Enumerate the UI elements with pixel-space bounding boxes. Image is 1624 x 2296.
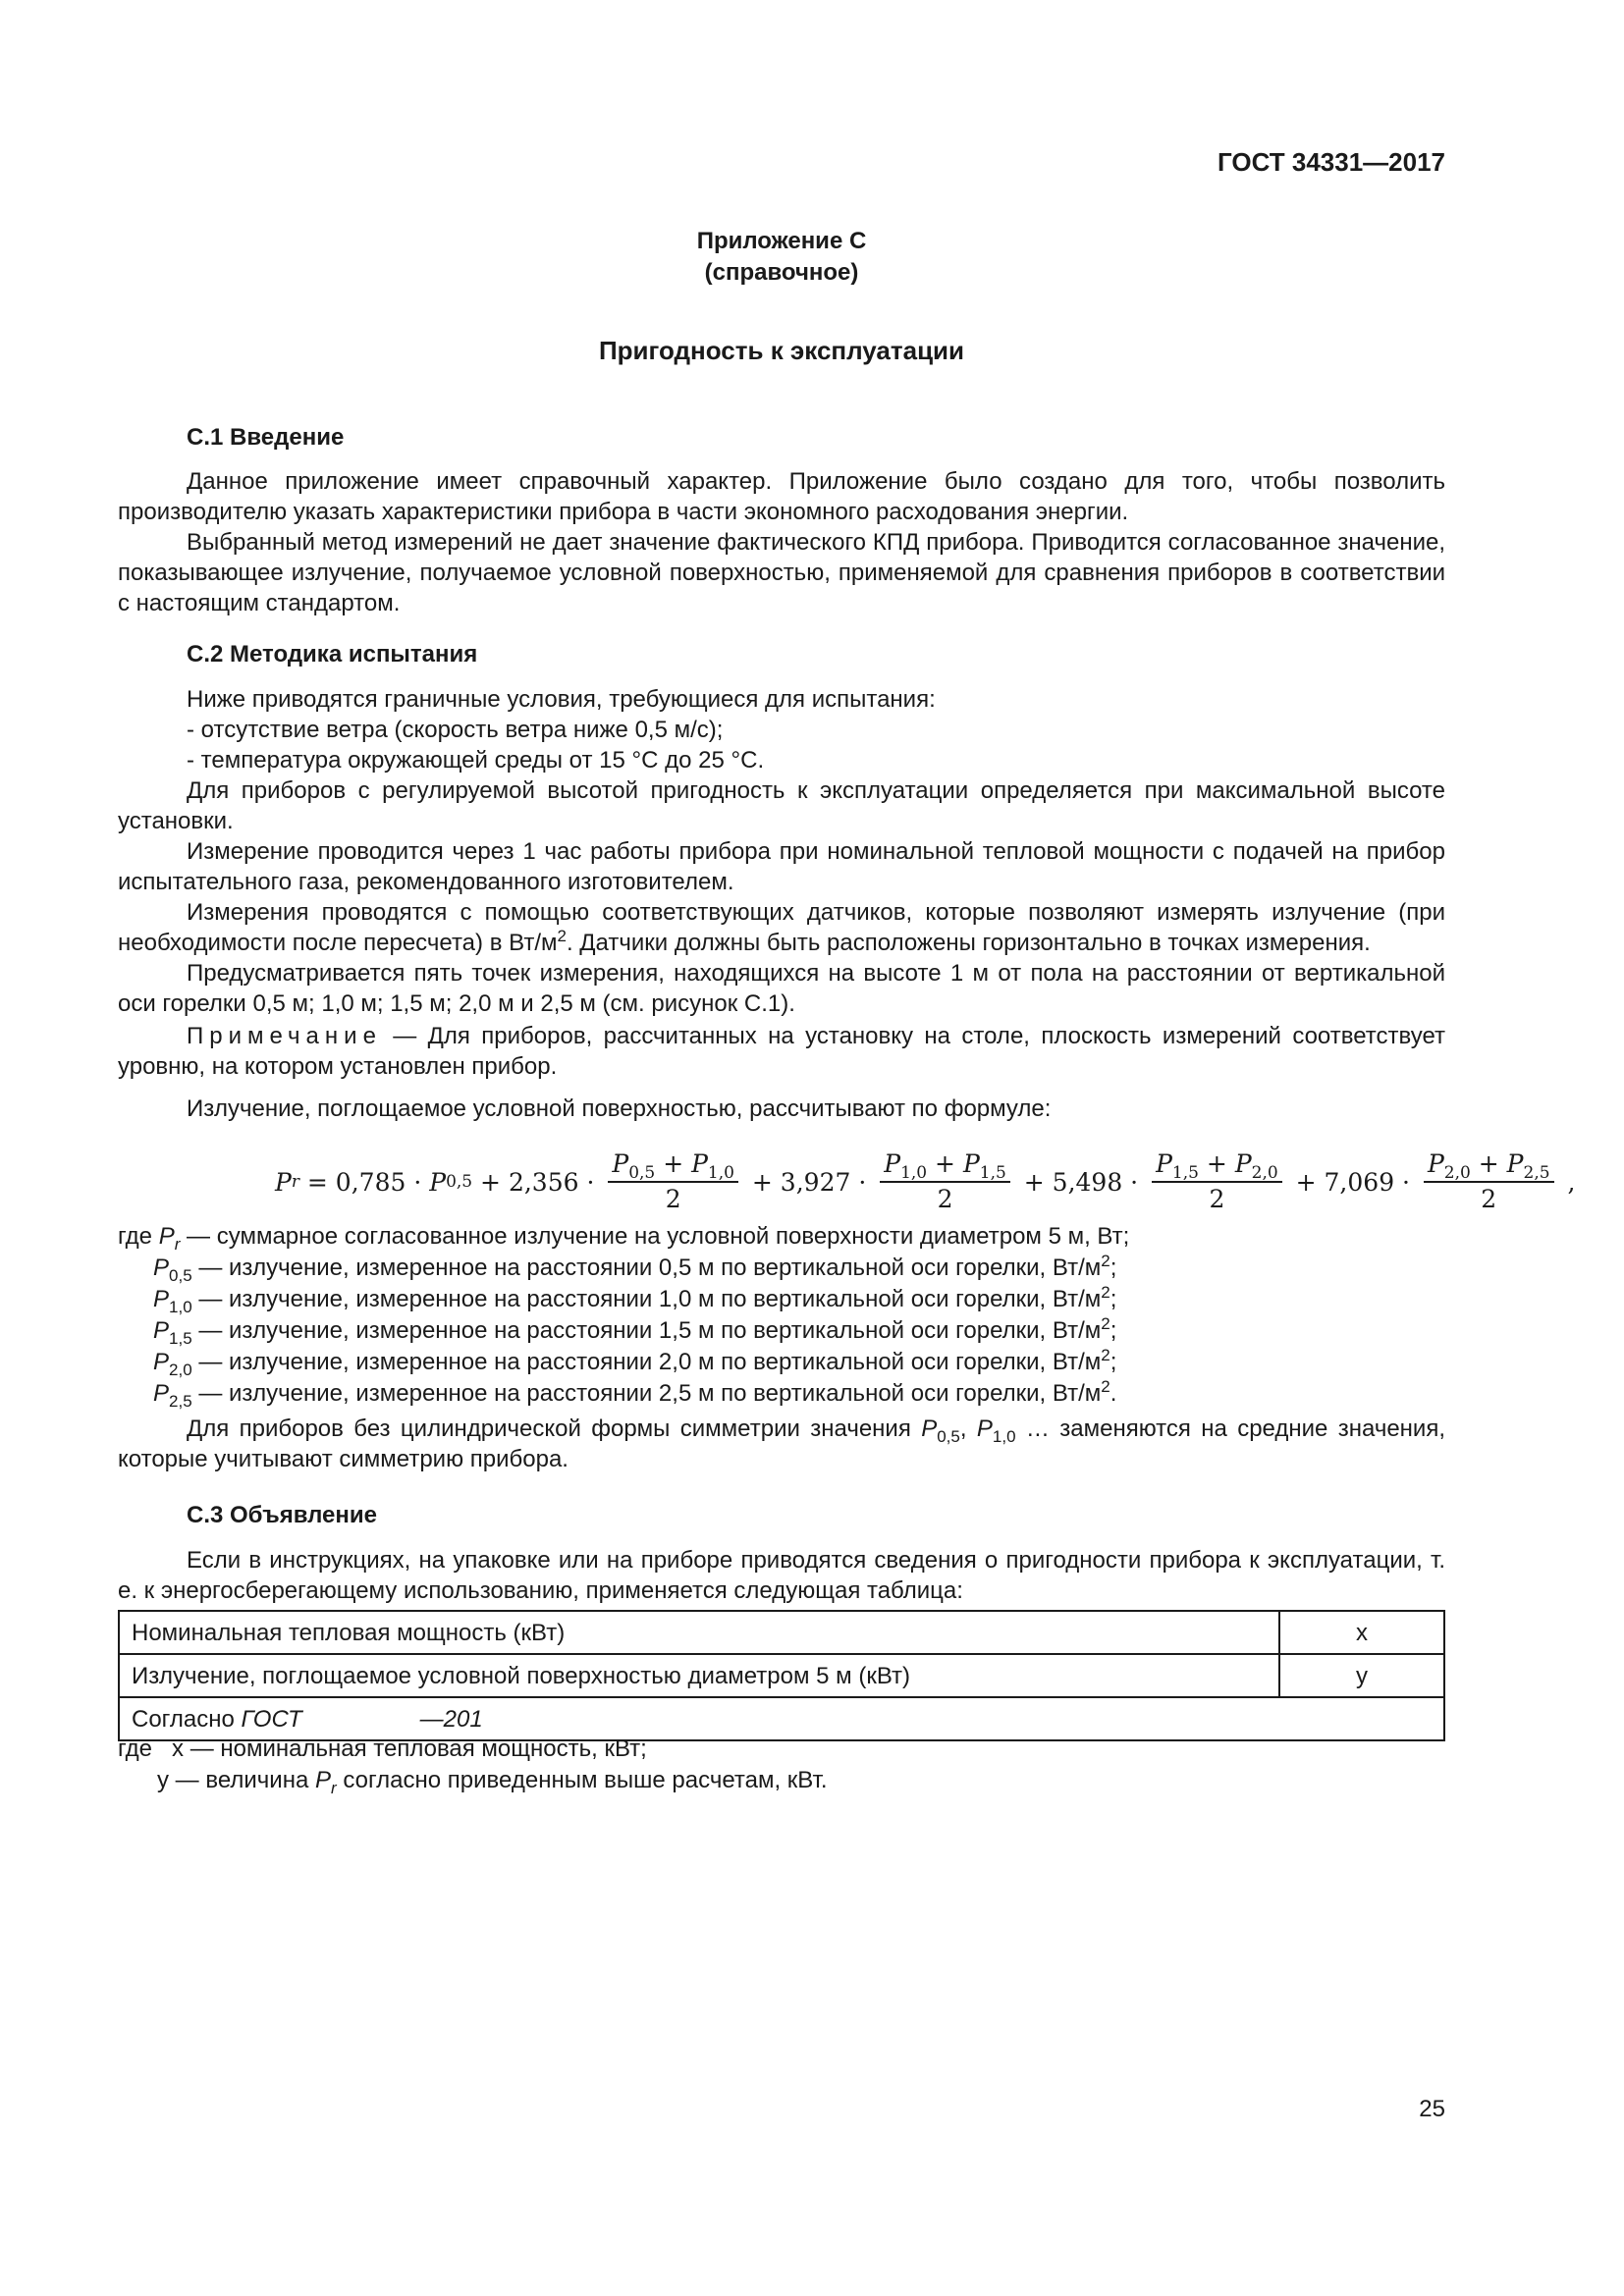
legend-row: где x — номинальная тепловая мощность, кВт; xyxy=(118,1735,647,1762)
note xyxy=(118,1021,1445,1082)
paragraph: Измерения проводятся с помощью соответствующих датчиков, которые позволяют измерять излучение (при необходимости после пересчета) в $Вт/м^2$. Датчики должны быть расположены горизонтально в точках измерения. xyxy=(118,899,1445,956)
list-item: - отсутствие ветра (скорость ветра ниже 0,5 м/с); xyxy=(187,717,724,743)
paragraph: Данное приложение имеет справочный характер. Приложение было создано для того, чтобы позволить производителю указать характеристики прибора в части экономного расходования энергии. xyxy=(118,468,1445,525)
paragraph: Предусматривается пять точек измерения, находящихся на высоте 1 м от пола на расстоянии от вертикальной оси горелки 0,5 м; 1,0 м; 1,5 м; 2,0 м и 2,5 м (см. рисунок С.1). xyxy=(118,960,1445,1017)
list-item: - температура окружающей среды от 15 °С до 25 °С. xyxy=(187,747,765,774)
section-2-heading: С.2 Методика испытания xyxy=(187,641,478,667)
section-1-body xyxy=(118,466,1445,618)
legend-row: $P_{2,5}$ — излучение, измеренное на расстоянии 2,5 м по вертикальной оси горелки, $Вт/м^2$. xyxy=(153,1377,1117,1411)
fraction: $\frac{P_{1,5} + P_{2,0}}{2}$ xyxy=(1152,1149,1282,1214)
formula: P r = 0,785 · P 0,5 + 2,356 · $\frac{P_{0,5} + P_{1,0}}{2}$ + 3,927 · $\frac{P_{1,0} + P_{1,5}}{2}$ + 5,498 · $\frac{P_{1,5} + P_{2,0}}{2}$ + 7,069 · $\frac{P_{2,0} + P_{2,5}}{2}$ , xyxy=(275,1149,1576,1213)
fraction: $\frac{P_{2,0} + P_{2,5}}{2}$ xyxy=(1424,1149,1554,1214)
paragraph: Ниже приводятся граничные условия, требующиеся для испытания: xyxy=(187,686,936,713)
paragraph: Выбранный метод измерений не дает значение фактического КПД прибора. Приводится согласованное значение, показывающее излучение, получаемое условной поверхностью, применяемой для сравнения приборов в соответствии с настоящим стандартом. xyxy=(118,529,1445,616)
annex-title: Приложение С xyxy=(696,228,867,254)
section-3-heading: С.3 Объявление xyxy=(187,1502,378,1528)
standard-code: ГОСТ 34331—2017 xyxy=(1218,147,1445,177)
main-title: Пригодность к эксплуатации xyxy=(598,336,965,365)
page-number: 25 xyxy=(1419,2096,1445,2122)
table-legend xyxy=(118,1734,1445,1796)
section-1-heading: С.1 Введение xyxy=(187,424,345,451)
section-1 xyxy=(118,422,1445,453)
fraction: $\frac{P_{1,0} + P_{1,5}}{2}$ xyxy=(880,1149,1010,1214)
legend-row: $P_{1,5}$ — излучение, измеренное на расстоянии 1,5 м по вертикальной оси горелки, $Вт/м^2$; xyxy=(153,1314,1117,1348)
table-cell: Согласно ГОСТ —201 xyxy=(119,1697,1444,1740)
note-label: Примечание xyxy=(187,1023,382,1049)
paragraph: Для приборов с регулируемой высотой пригодность к эксплуатации определяется при максимальной высоте установки. xyxy=(118,777,1445,834)
legend-row: $P_{1,0}$ — излучение, измеренное на расстоянии 1,0 м по вертикальной оси горелки, $Вт/м^2$; xyxy=(153,1283,1117,1316)
formula-legend xyxy=(118,1221,1445,1410)
declaration-table xyxy=(118,1610,1445,1741)
table-cell: y xyxy=(1279,1654,1444,1697)
table-row xyxy=(119,1611,1444,1654)
section-3 xyxy=(118,1500,1445,1530)
paragraph: Если в инструкциях, на упаковке или на приборе приводятся сведения о пригодности прибора к эксплуатации, т. е. к энергосберегающему использованию, применяется следующая таблица: xyxy=(118,1547,1445,1604)
legend-row: $P_{2,0}$ — излучение, измеренное на расстоянии 2,0 м по вертикальной оси горелки, $Вт/м^2$; xyxy=(153,1346,1117,1379)
section-2 xyxy=(118,639,1445,669)
table-cell: Номинальная тепловая мощность (кВт) xyxy=(119,1611,1279,1654)
legend-row: где $P_r$ — суммарное согласованное излучение на условной поверхности диаметром 5 м, Вт; xyxy=(118,1223,1130,1254)
section-3-body xyxy=(118,1545,1445,1606)
note-text: — Для приборов, рассчитанных на установку на столе, плоскость измерений соответствует уровню, на котором установлен прибор. xyxy=(118,1023,1445,1080)
fraction: $\frac{P_{0,5} + P_{1,0}}{2}$ xyxy=(608,1149,738,1214)
annex-kind: (справочное) xyxy=(704,259,859,286)
paragraph: Измерение проводится через 1 час работы прибора при номинальной тепловой мощности с подачей на прибор испытательного газа, рекомендованного изготовителем. xyxy=(118,838,1445,895)
formula-intro: Излучение, поглощаемое условной поверхностью, рассчитывают по формуле: xyxy=(187,1095,1052,1122)
legend-row: $P_{0,5}$ — излучение, измеренное на расстоянии 0,5 м по вертикальной оси горелки, $Вт/м^2$; xyxy=(153,1252,1117,1285)
section-2-body xyxy=(118,684,1445,1019)
legend-row: y — величина $P_r$ согласно приведенным выше расчетам, кВт. xyxy=(157,1767,828,1797)
symmetry-paragraph: Для приборов без цилиндрической формы симметрии значения $P_{0,5}$, $P_{1,0}$ … заменяются на средние значения, которые учитывают симметрию прибора. xyxy=(118,1415,1445,1472)
table-cell: x xyxy=(1279,1611,1444,1654)
table-cell: Излучение, поглощаемое условной поверхностью диаметром 5 м (кВт) xyxy=(119,1654,1279,1697)
table-row xyxy=(119,1654,1444,1697)
